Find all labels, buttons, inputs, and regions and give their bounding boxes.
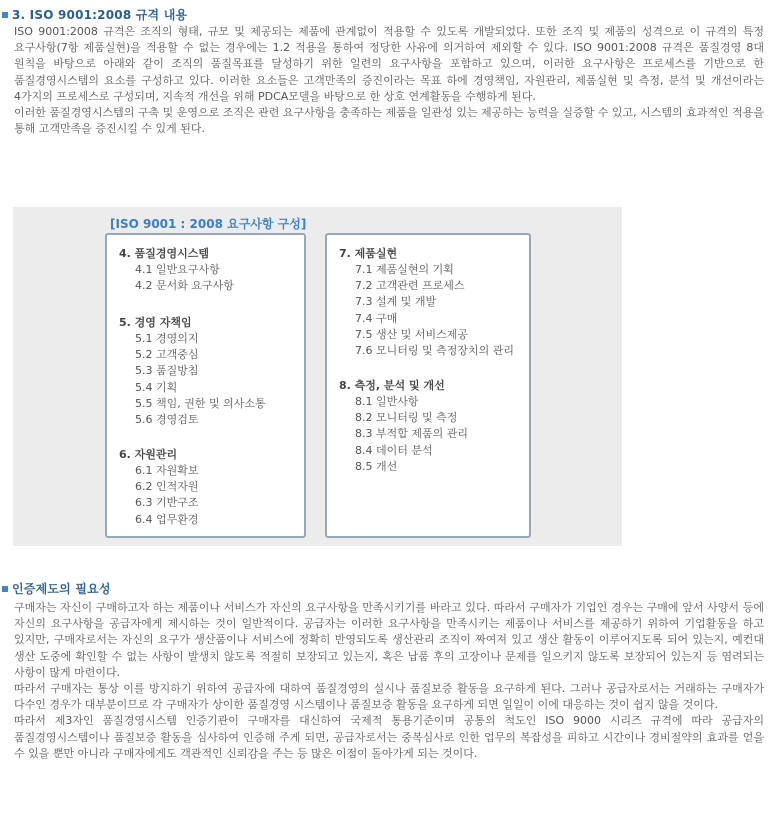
clause-item: 8.3 부적합 제품의 관리 [355,427,468,441]
clause-item: 6.2 인적자원 [135,480,199,494]
clause-heading: 4. 품질경영시스템 [119,247,210,260]
clause-item: 5.5 책임, 권한 및 의사소통 [135,396,266,410]
clause-item: 4.2 문서화 요구사항 [135,279,234,293]
requirements-diagram [13,207,622,546]
section-heading-certification-need [0,580,111,597]
clause-item: 6.4 업무환경 [135,512,199,526]
paragraph: ISO 9001:2008 규격은 조직의 형태, 규모 및 제공되는 제품에 관계없이 적용할 수 있도록 개발되었다. 또한 조직 및 제품의 성격으로 이 규격의 특정 요구사항(7항 제품실현)을 적용할 수 없는 경우에는 1.2 적용을 통하여 정당한 사유에 의거하여 제외할 수 있다. ISO 9001:2008 규격은 품질경영 8대 원칙을 바탕으로 아래와 같이 조직의 품질목표를 달성하기 위한 일련의 요구사항을 포함하고 있으며, 이러한 요구사항은 프로세스를 기반으로 한 품질경영시스템의 요소를 구성하고 있다. 이러한 요소들은 고객만족의 증진이라는 목표 하에 경영책임, 자원관리, 제품실현 및 측정, 분석 및 개선이라는 4가지의 프로세스로 구성되며, 지속적 개선을 위해 PDCA모델을 바탕으로 한 상호 연계활동을 수행하게 된다. [14,25,764,103]
bullet-icon [2,12,8,18]
clause-heading: 5. 경영 자책임 [119,316,192,329]
clause-item: 6.1 자원확보 [135,464,199,477]
paragraph: 이러한 품질경영시스템의 구축 및 운영으로 조직은 관련 요구사항을 충족하는 제품을 일관성 있는 제공하는 능력을 실증할 수 있고, 시스템의 효과적인 적용을 통해 고객만족을 증진시킬 수 있게 된다. [14,106,764,136]
section-title: 인증제도의 필요성 [12,582,111,596]
clause-heading: 6. 자원관리 [119,448,178,461]
clause-heading: 7. 제품실현 [339,247,398,260]
clause-group [119,447,199,528]
requirements-box-right [325,233,531,538]
clause-item: 8.2 모니터링 및 측정 [355,411,458,425]
clause-group [119,315,266,428]
clause-heading: 8. 측정, 분석 및 개선 [339,379,445,392]
section-heading-iso-content [0,6,187,23]
section-title: 3. ISO 9001:2008 규격 내용 [12,8,188,22]
clause-item: 7.5 생산 및 서비스제공 [355,327,468,341]
clause-item: 5.4 기획 [135,380,178,394]
clause-item: 8.5 개선 [355,459,398,473]
clause-item: 5.6 경영검토 [135,412,199,426]
paragraph: 따라서 제3자인 품질경영시스템 인증기관이 구매자를 대신하여 국제적 통용기준이며 공통의 척도인 ISO 9000 시리즈 규격에 따라 공급자의 품질경영시스템이나 품질보증 활동을 심사하여 인증해 주게 되면, 공급자로서는 중복심사로 인한 업무의 복잡성을 피하고 시간이나 경비절약의 효과를 얻을 수 있을 뿐만 아니라 구매자에게도 객관적인 신뢰감을 주는 등 많은 이점이 돌아가게 되는 것이다. [14,714,764,760]
clause-group [339,246,514,359]
clause-item: 8.4 데이터 분석 [355,443,433,457]
clause-item: 5.1 경영의지 [135,332,199,345]
clause-item: 8.1 일반사항 [355,395,419,408]
diagram-title: [ISO 9001 : 2008 요구사항 구성] [110,217,307,231]
clause-item: 7.6 모니터링 및 측정장치의 관리 [355,343,514,357]
clause-item: 7.4 구매 [355,311,398,325]
bullet-icon [2,586,8,592]
clause-item: 4.1 일반요구사항 [135,263,220,276]
clause-item: 7.3 설계 및 개발 [355,295,437,309]
section-body [14,600,764,762]
clause-group [339,378,468,475]
paragraph: 따라서 구매자는 통상 이를 방지하기 위하여 공급자에 대하여 품질경영의 실시나 품질보증 활동을 요구하게 된다. 그러나 공급자로서는 거래하는 구매자가 다수인 경우가 대부분이므로 각 구매자가 상이한 품질경영 시스템이나 품질보증 활동을 요구하게 되면 일일이 이에 대응하는 것이 쉽지 않을 것이다. [14,682,764,712]
clause-group [119,246,234,294]
clause-item: 7.1 제품실현의 기획 [355,263,454,276]
paragraph: 구매자는 자신이 구매하고자 하는 제품이나 서비스가 자신의 요구사항을 만족시키기를 바라고 있다. 따라서 구매자가 기업인 경우는 구매에 앞서 사양서 등에 자신의 요구사항을 공급자에게 제시하는 것이 일반적이다. 공급자는 이러한 요구사항을 만족시키는 제품이나 서비스를 제공하기 위하여 기업활동을 하고 있지만, 구매자로서는 자신의 요구가 생산품이나 서비스에 정확히 반영되도록 생산관리 조직이 짜여져 있고 생산 활동이 이루어지도록 되어 있는지, 예컨대 생산 도중에 확인할 수 없는 사항이 발생치 않도록 적절히 보장되고 있는지, 혹은 납품 후의 고장이나 문제를 일으키지 않도록 보장되어 있는지 등 염려되는 사항이 많게 마련이다. [14,601,764,679]
clause-item: 5.2 고객중심 [135,348,199,362]
requirements-box-left [105,233,306,538]
clause-item: 5.3 품질방침 [135,364,199,378]
clause-item: 7.2 고객관련 프로세스 [355,279,465,293]
section-body [14,24,764,137]
clause-item: 6.3 기반구조 [135,496,199,510]
